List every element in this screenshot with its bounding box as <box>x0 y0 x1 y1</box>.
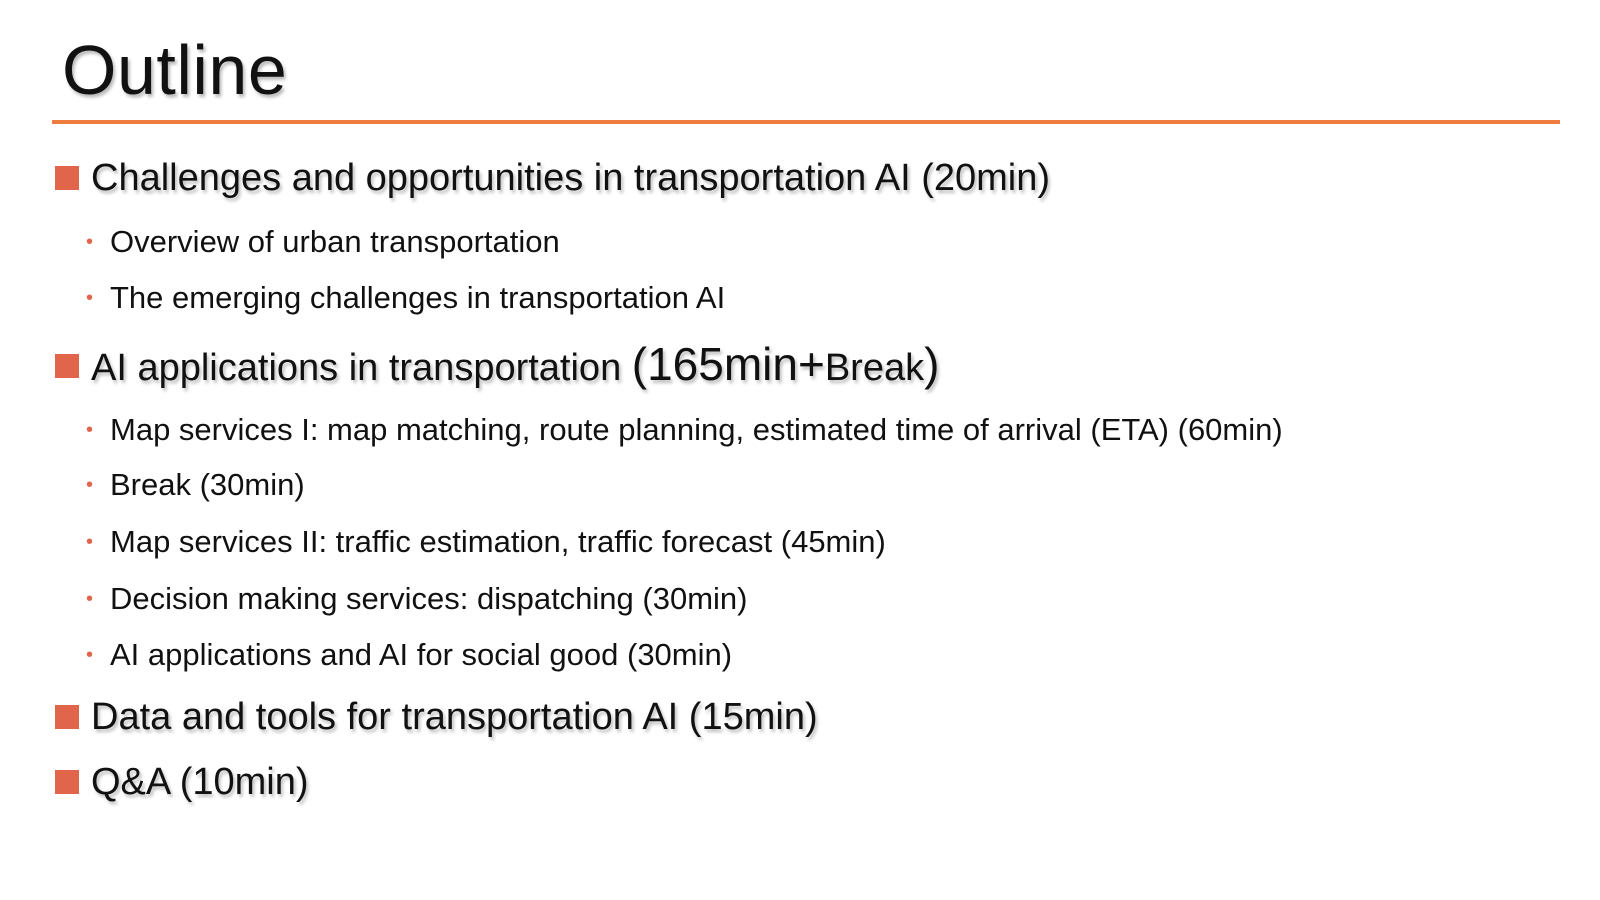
section-label: Challenges and opportunities in transportation AI (20min) <box>91 157 1051 199</box>
outline-subitem <box>86 410 1283 450</box>
outline-subitem <box>86 465 305 505</box>
outline-section-qa <box>55 758 309 806</box>
subitem-label: Break (30min) <box>110 467 305 502</box>
subitem-label: AI applications and AI for social good (30min) <box>110 637 733 672</box>
subitem-label: Decision making services: dispatching (30min) <box>110 581 748 616</box>
dot-bullet-icon: • <box>86 473 94 496</box>
subitem-label: Map services II: traffic estimation, traffic forecast (45min) <box>110 524 886 559</box>
slide-title: Outline <box>62 31 288 109</box>
outline-section-data-tools <box>55 693 818 741</box>
section-label <box>91 340 939 392</box>
section-label-prefix: AI applications in transportation <box>91 347 632 389</box>
outline-subitem <box>86 278 725 318</box>
outline-subitem <box>86 579 747 619</box>
outline-subitem <box>86 635 732 675</box>
section-label: Data and tools for transportation AI (15min) <box>91 696 818 738</box>
subitem-label: Overview of urban transportation <box>110 224 560 259</box>
dot-bullet-icon: • <box>86 643 94 666</box>
outline-subitem <box>86 222 560 262</box>
square-bullet-icon <box>55 705 79 729</box>
dot-bullet-icon: • <box>86 530 94 553</box>
subitem-label: Map services I: map matching, route planning, estimated time of arrival (ETA) (60min) <box>110 412 1283 447</box>
outline-subitem <box>86 522 886 562</box>
square-bullet-icon <box>55 770 79 794</box>
square-bullet-icon <box>55 166 79 190</box>
section-label: Q&A (10min) <box>91 761 309 803</box>
square-bullet-icon <box>55 354 79 378</box>
outline-section-applications <box>55 340 939 392</box>
subitem-label: The emerging challenges in transportation AI <box>110 280 726 315</box>
dot-bullet-icon: • <box>86 418 94 441</box>
section-label-close-paren: ) <box>924 338 940 390</box>
section-label-duration: (165min+ <box>631 338 825 390</box>
section-label-break: Break <box>824 347 925 389</box>
dot-bullet-icon: • <box>86 587 94 610</box>
outline-section-challenges <box>55 154 1050 202</box>
dot-bullet-icon: • <box>86 230 94 253</box>
dot-bullet-icon: • <box>86 286 94 309</box>
